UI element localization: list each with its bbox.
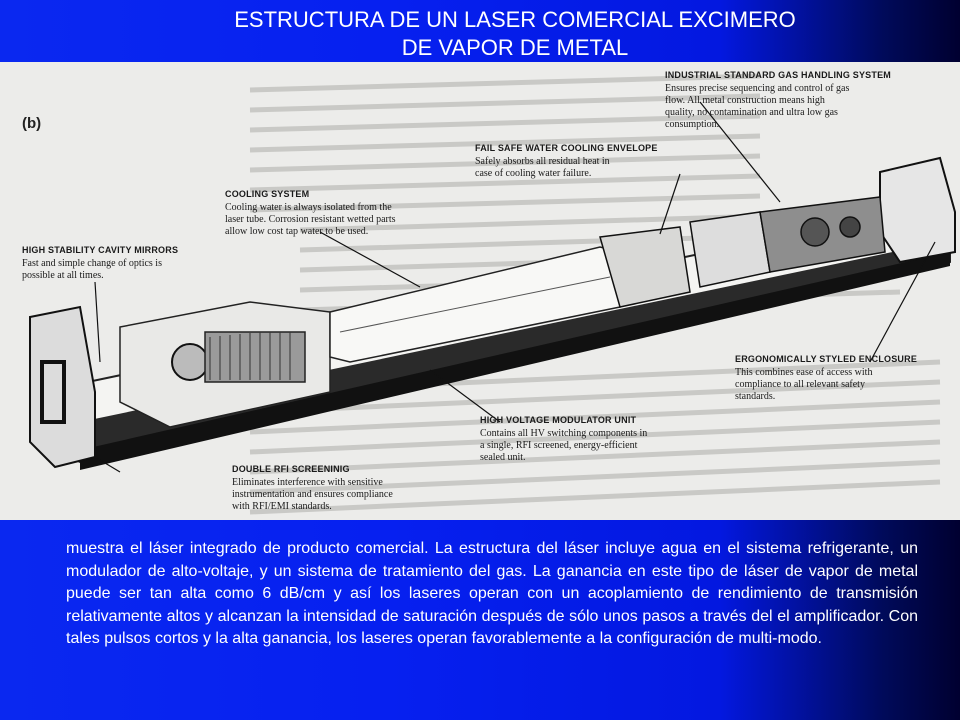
callout-line: Contains all HV switching components in [480,428,648,439]
callout-line: quality, no contamination and ultra low gas [665,107,838,118]
callout-line: compliance to all relevant safety [735,379,865,390]
callout-line: Cooling water is always isolated from the [225,202,392,213]
callout-line: standards. [735,391,776,402]
callout-line: Safely absorbs all residual heat in [475,156,610,167]
callout-line: possible at all times. [22,270,104,281]
callout-line: Ensures precise sequencing and control of gas [665,83,850,94]
callout-line: This combines ease of access with [735,367,873,378]
callout-line: consumption. [665,119,720,130]
slide-title-line-2: DE VAPOR DE METAL [401,35,629,60]
slide-title-line-1: ESTRUCTURA DE UN LASER COMERCIAL EXCIMERO [234,7,796,32]
callout-heading: HIGH VOLTAGE MODULATOR UNIT [480,415,637,425]
panel-label: (b) [22,115,42,132]
slide-title [0,6,960,62]
callout-heading: FAIL SAFE WATER COOLING ENVELOPE [475,143,658,153]
callout-line: with RFI/EMI standards. [232,501,332,512]
laser-illustration [0,62,960,520]
callout-line: allow low cost tap water to be used. [225,226,369,237]
callout-line: sealed unit. [480,452,526,463]
callout-enclosure [735,354,917,402]
callout-gas-handling [665,70,891,130]
callout-line: Eliminates interference with sensitive [232,477,383,488]
callout-heading: DOUBLE RFI SCREENINIG [232,464,350,474]
callout-cavity-mirrors [22,245,178,281]
callout-line: instrumentation and ensures compliance [232,489,393,500]
callout-heading: INDUSTRIAL STANDARD GAS HANDLING SYSTEM [665,70,891,80]
callout-line: a single, RFI screened, energy-efficient [480,440,638,451]
callout-line: flow. All metal construction means high [665,95,825,106]
callout-line: case of cooling water failure. [475,168,592,179]
callout-heading: COOLING SYSTEM [225,189,310,199]
laser-figure [0,62,960,520]
callout-heading: ERGONOMICALLY STYLED ENCLOSURE [735,354,918,364]
callout-heading: HIGH STABILITY CAVITY MIRRORS [22,245,179,255]
callout-line: laser tube. Corrosion resistant wetted parts [225,214,396,225]
callout-line: Fast and simple change of optics is [22,258,162,269]
description-paragraph: muestra el láser integrado de producto comercial. La estructura del láser incluye agua en el sistema refrigerante, un modulador de alto-voltaje, y un sistema de tratamiento del gas. La ganancia en este tipo de láser de vapor de metal puede ser tan alta como 6 dB/cm y así los laseres operan con un acoplamiento de rendimiento de transmisión relativamente altos y alcanzan la intensidad de saturación después de sólo unos pasos a través del el amplificador. Con tales pulsos cortos y la alta ganancia, los laseres operan favorablemente a la configuración de multi-modo. [66,540,918,648]
